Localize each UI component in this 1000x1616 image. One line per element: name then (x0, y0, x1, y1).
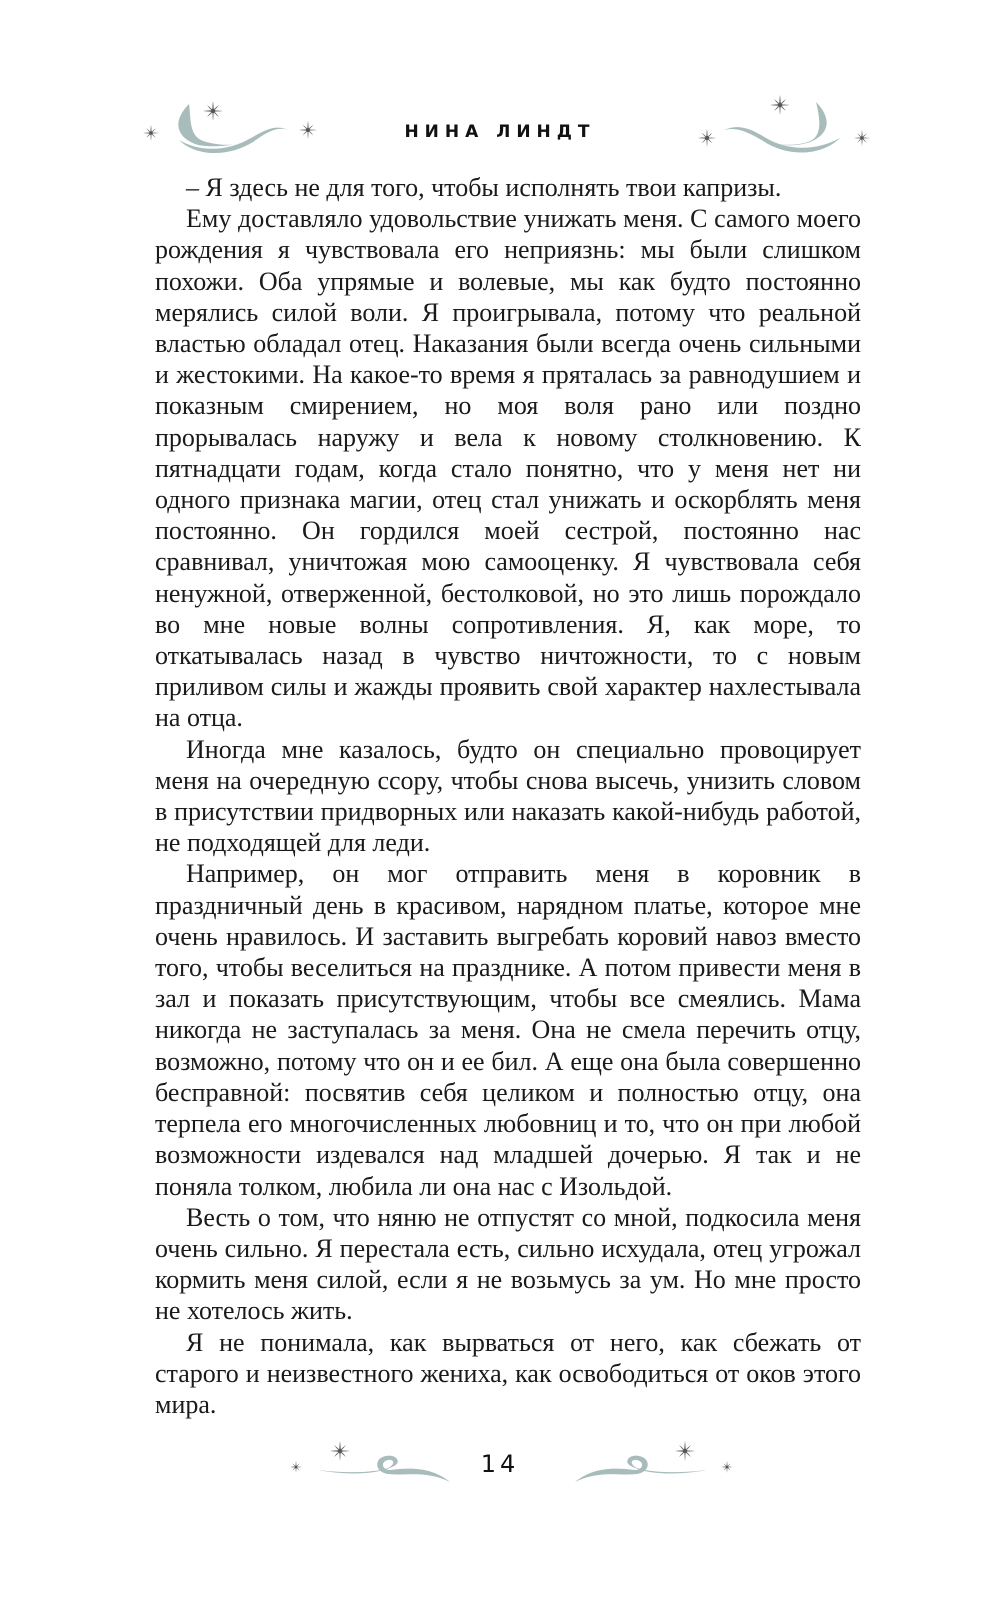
right-header-ornament-icon (690, 92, 880, 162)
paragraph: Весть о том, что няню не отпустят со мной, подкосила меня очень сильно. Я перестала есть, сильно исхудала, отец угрожал кормить меня силой, если я не возьмусь за ум. Но мне просто не хотелось жить. (155, 1202, 861, 1326)
right-footer-ornament-icon (555, 1440, 735, 1490)
paragraph: Я не понимала, как вырваться от него, как сбежать от старого и неизвестного жениха, как освободиться от оков этого мира. (155, 1327, 861, 1419)
paragraph: Иногда мне казалось, будто он специально провоцирует меня на очередную ссору, чтобы снова высечь, унизить словом в присутствии придворных или наказать какой-нибудь работой, не подходящей для леди. (155, 734, 861, 858)
paragraph: – Я здесь не для того, чтобы исполнять твои капризы. (186, 173, 782, 202)
chapter-body-text (155, 172, 861, 1420)
page-number: 14 (480, 1450, 520, 1478)
running-head-author: НИНА ЛИНДТ (404, 122, 596, 142)
paragraph: Например, он мог отправить меня в коровник в праздничный день в красивом, нарядном платье, которое мне очень нравилось. И заставить выгребать коровий навоз вместо того, чтобы веселиться на празднике. А потом привести меня в зал и показать присутствующим, чтобы все смеялись. Мама никогда не заступалась за меня. Она не смела перечить отцу, возможно, потому что он и ее бил. А еще она была совершенно бесправной: посвятив себя целиком и полностью отцу, она терпела его многочисленных любовниц и то, что он при любой возможности издевался над младшей дочерью. Я так и не поняла толком, любила ли она нас с Изольдой. (155, 859, 861, 1201)
page-footer (0, 1440, 1000, 1500)
paragraph: Ему доставляло удовольствие унижать меня. С самого моего рождения я чувствовала его неприязнь: мы были слишком похожи. Оба упрямые и волевые, мы как будто постоянно мерялись силой воли. Я проигрывала, потому что реальной властью обладал отец. Наказания были всегда очень сильными и жестокими. На какое-то время я пряталась за равнодушием и показным смирением, но моя воля рано или поздно прорывалась наружу и вела к новому столкновению. К пятнадцати годам, когда стало понятно, что у меня нет ни одного признака магии, отец стал унижать и оскорблять меня постоянно. Он гордился моей сестрой, постоянно нас сравнивал, уничтожая мою самооценку. Я чувствовала себя ненужной, отверженной, бестолковой, но это лишь порождало во мне новые волны сопротивления. Я, как море, то откатывалась назад в чувство ничтожности, то с новым приливом силы и жажды проявить свой характер нахлестывала на отца. (155, 204, 861, 733)
page-header (0, 92, 1000, 162)
